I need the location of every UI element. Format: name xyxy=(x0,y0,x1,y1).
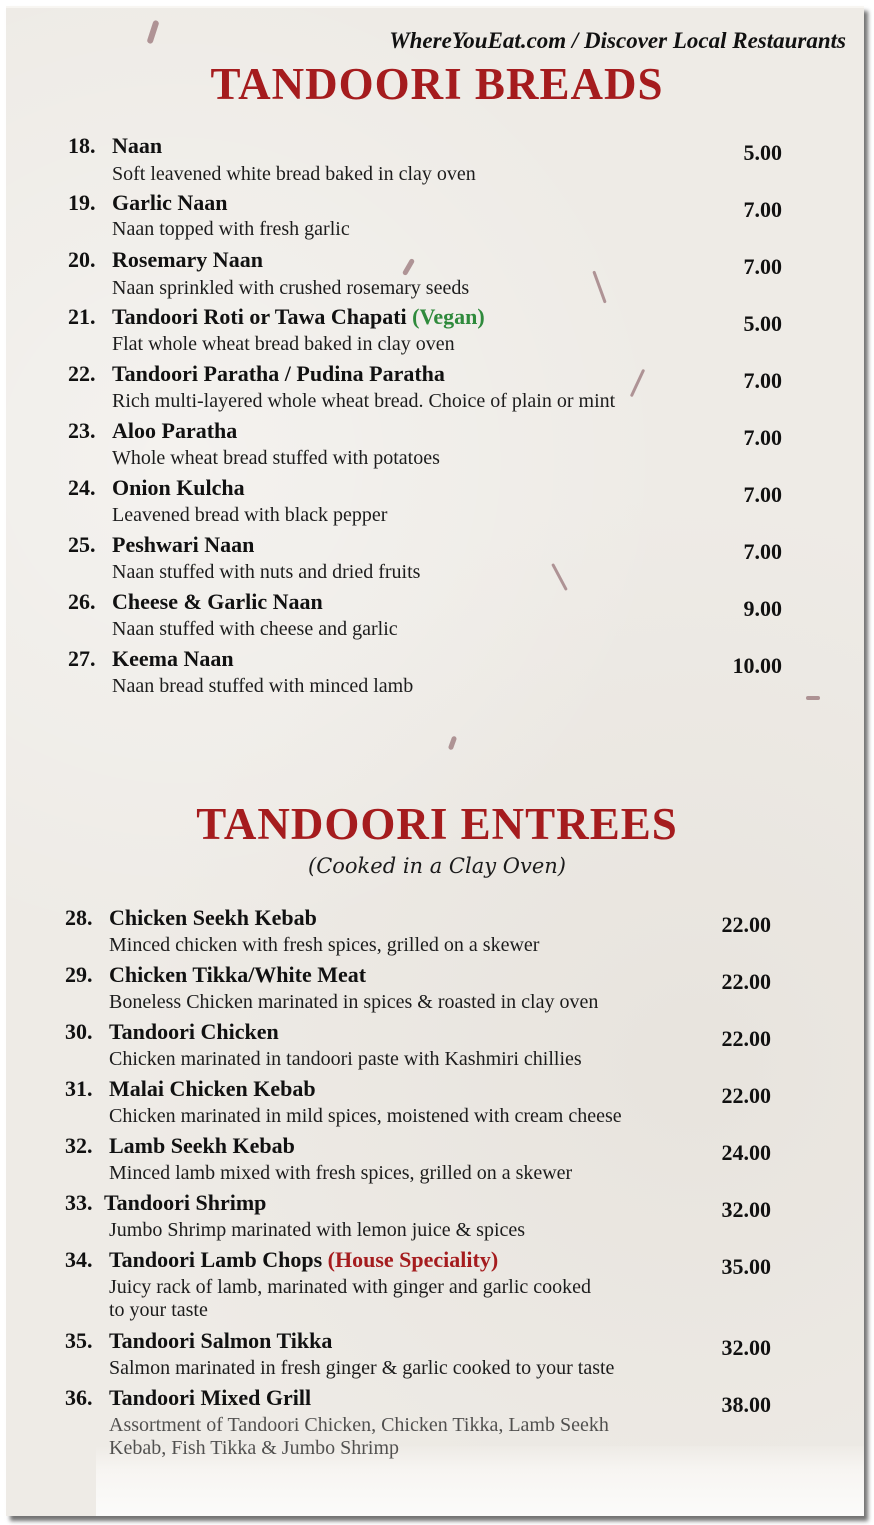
item-description: Naan bread stuffed with minced lamb xyxy=(112,675,414,697)
item-number: 21. xyxy=(68,304,96,329)
item-description: Salmon marinated in fresh ginger & garlic cooked to your taste xyxy=(109,1357,615,1379)
item-name xyxy=(109,1247,498,1273)
item-price: 32.00 xyxy=(721,1335,771,1360)
item-name: Aloo Paratha xyxy=(112,418,238,443)
paper-fiber xyxy=(630,369,645,397)
item-name: Tandoori Salmon Tikka xyxy=(109,1328,333,1353)
item-name: Naan xyxy=(112,133,163,158)
item-number: 19. xyxy=(68,190,96,215)
item-description-line2: to your taste xyxy=(109,1299,208,1321)
item-price: 38.00 xyxy=(721,1392,771,1417)
item-name-text: Tandoori Roti or Tawa Chapati xyxy=(112,304,407,329)
item-price: 22.00 xyxy=(721,1083,771,1108)
item-description: Jumbo Shrimp marinated with lemon juice & spices xyxy=(109,1219,526,1241)
item-description: Assortment of Tandoori Chicken, Chicken Tikka, Lamb Seekh xyxy=(109,1414,609,1436)
item-price: 7.00 xyxy=(743,482,782,507)
item-description: Minced lamb mixed with fresh spices, grilled on a skewer xyxy=(109,1162,573,1184)
site-watermark: WhereYouEat.com / Discover Local Restaurants xyxy=(389,28,846,53)
item-price: 24.00 xyxy=(721,1140,771,1165)
item-price: 22.00 xyxy=(721,912,771,937)
item-price: 22.00 xyxy=(721,969,771,994)
item-number: 31. xyxy=(65,1076,93,1101)
item-number: 24. xyxy=(68,475,96,500)
item-number: 20. xyxy=(68,247,96,272)
paper-fiber xyxy=(448,736,457,751)
item-description: Naan stuffed with cheese and garlic xyxy=(112,618,398,640)
item-price: 5.00 xyxy=(743,140,782,165)
paper-fiber xyxy=(806,696,820,700)
item-price: 7.00 xyxy=(743,197,782,222)
item-number: 27. xyxy=(68,646,96,671)
item-name: Tandoori Shrimp xyxy=(104,1190,267,1215)
item-price: 32.00 xyxy=(721,1197,771,1222)
item-price: 5.00 xyxy=(743,311,782,336)
item-name: Tandoori Chicken xyxy=(109,1019,279,1044)
item-number: 18. xyxy=(68,133,96,158)
item-description: Juicy rack of lamb, marinated with ginger and garlic cooked xyxy=(109,1276,592,1298)
item-number: 34. xyxy=(65,1247,93,1272)
item-description: Leavened bread with black pepper xyxy=(112,504,388,526)
section-title-breads: TANDOORI BREADS xyxy=(210,59,664,109)
item-name: Lamb Seekh Kebab xyxy=(109,1133,295,1158)
item-description: Naan sprinkled with crushed rosemary seeds xyxy=(112,277,470,299)
item-name: Garlic Naan xyxy=(112,190,228,215)
item-number: 23. xyxy=(68,418,96,443)
item-number: 26. xyxy=(68,589,96,614)
item-name: Chicken Seekh Kebab xyxy=(109,905,317,930)
item-number: 35. xyxy=(65,1328,93,1353)
item-description-line2: Kebab, Fish Tikka & Jumbo Shrimp xyxy=(109,1437,400,1459)
vegan-badge: (Vegan) xyxy=(412,304,485,329)
item-number: 33. xyxy=(65,1190,93,1215)
item-name: Chicken Tikka/White Meat xyxy=(109,962,367,987)
paper-fiber xyxy=(146,20,159,45)
paper-fiber xyxy=(402,258,415,276)
item-description: Naan topped with fresh garlic xyxy=(112,218,350,240)
item-description: Whole wheat bread stuffed with potatoes xyxy=(112,447,440,469)
item-number: 25. xyxy=(68,532,96,557)
item-price: 7.00 xyxy=(743,368,782,393)
item-name: Peshwari Naan xyxy=(112,532,255,557)
item-name: Malai Chicken Kebab xyxy=(109,1076,316,1101)
item-description: Boneless Chicken marinated in spices & roasted in clay oven xyxy=(109,991,599,1013)
item-description: Flat whole wheat bread baked in clay oven xyxy=(112,333,455,355)
item-name-text: Tandoori Lamb Chops xyxy=(109,1247,323,1272)
item-name: Tandoori Paratha / Pudina Paratha xyxy=(112,361,445,386)
item-description: Soft leavened white bread baked in clay oven xyxy=(112,163,476,185)
item-number: 28. xyxy=(65,905,93,930)
item-price: 7.00 xyxy=(743,254,782,279)
item-price: 9.00 xyxy=(743,596,782,621)
item-description: Rich multi-layered whole wheat bread. Choice of plain or mint xyxy=(112,390,616,412)
item-name: Cheese & Garlic Naan xyxy=(112,589,323,614)
paper-fiber xyxy=(551,563,568,591)
item-name: Rosemary Naan xyxy=(112,247,263,272)
item-name: Keema Naan xyxy=(112,646,234,671)
item-name: Tandoori Mixed Grill xyxy=(109,1385,312,1410)
paper-fiber xyxy=(592,271,606,304)
item-description: Chicken marinated in mild spices, moistened with cream cheese xyxy=(109,1105,622,1127)
section-title-entrees: TANDOORI ENTREES xyxy=(196,799,678,849)
item-number: 36. xyxy=(65,1385,93,1410)
item-name xyxy=(112,304,485,330)
item-price: 7.00 xyxy=(743,539,782,564)
item-description: Chicken marinated in tandoori paste with Kashmiri chillies xyxy=(109,1048,582,1070)
item-price: 22.00 xyxy=(721,1026,771,1051)
item-number: 29. xyxy=(65,962,93,987)
item-description: Naan stuffed with nuts and dried fruits xyxy=(112,561,421,583)
item-number: 30. xyxy=(65,1019,93,1044)
item-number: 22. xyxy=(68,361,96,386)
item-price: 35.00 xyxy=(721,1254,771,1279)
item-price: 7.00 xyxy=(743,425,782,450)
house-speciality-badge: (House Speciality) xyxy=(327,1247,499,1272)
item-number: 32. xyxy=(65,1133,93,1158)
item-price: 10.00 xyxy=(732,653,782,678)
item-description: Minced chicken with fresh spices, grilled on a skewer xyxy=(109,934,540,956)
item-name: Onion Kulcha xyxy=(112,475,245,500)
section-subtitle: (Cooked in a Clay Oven) xyxy=(308,854,566,878)
